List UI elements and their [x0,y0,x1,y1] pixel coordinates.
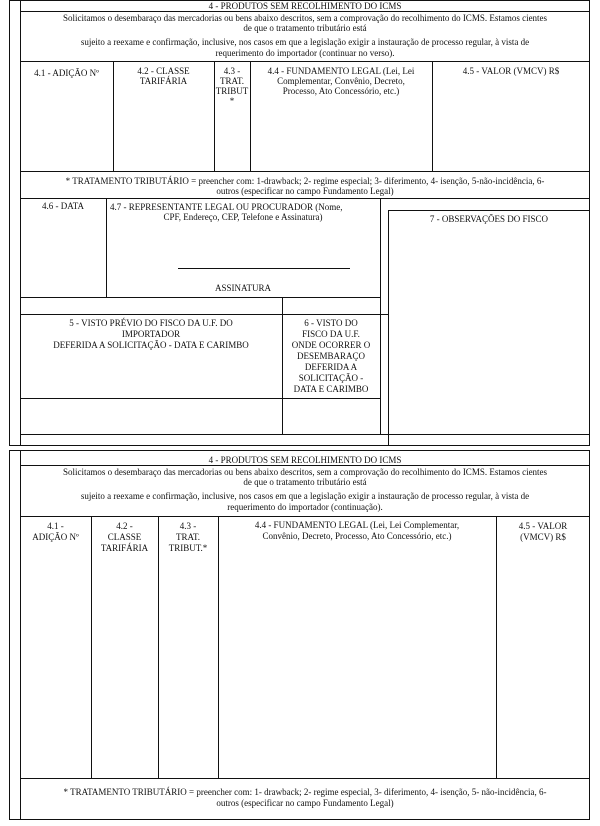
visto-previo-label-1: 5 - VISTO PRÉVIO DO FISCO DA U.F. DO [69,318,233,328]
tratamento-note-1: * TRATAMENTO TRIBUTÁRIO = preencher com: 1-drawback; 2- regime especial; 3- diferimento, 4- isenção, 5-não-incidência, 6- [65,176,545,186]
divider [20,516,590,517]
col-fundamento-label-2: Complementar, Convênio, Decreto, [277,76,405,86]
intro-line-1: Solicitamos o desembaraço das mercadorias ou bens abaixo descritos, sem a comprovação do recolhimento do ICMS. Estamos cientes [62,13,548,23]
col-trat-label-1: 4.3 - [223,66,241,76]
col-divider [91,516,92,778]
col-trat-label-2: TRAT. [175,532,201,542]
visto-uf-label-5: DEFERIDA A [304,362,358,372]
left-margin-line [20,0,21,446]
divider [20,171,590,172]
col-divider [158,516,159,778]
col-classe-label-1: 4.2 - CLASSE [137,66,190,76]
col-divider [388,210,389,446]
col-fundamento-label-1: 4.4 - FUNDAMENTO LEGAL (Lei, Lei [267,66,415,76]
col-valor-label-1: 4.5 - VALOR [518,521,568,531]
visto-uf-label-4: DESEMBARAÇO [296,351,365,361]
col-fundamento-label-3: Processo, Ato Concessório, etc.) [282,86,400,96]
visto-uf-label-7: DATA E CARIMBO [293,384,369,394]
divider [20,465,590,466]
divider [20,314,388,315]
representante-label-1: 4.7 - REPRESENTANTE LEGAL OU PROCURADOR (Nome, [110,202,343,212]
signature-line [178,268,350,269]
divider [388,210,590,211]
col-classe-label-2: CLASSE [107,532,142,542]
data-label: 4.6 - DATA [42,201,85,211]
col-trat-label-4: * [229,96,235,106]
representante-label-2: CPF, Endereço, CEP, Telefone e Assinatura) [163,212,323,222]
col-adicao-label-1: 4.1 - [47,521,64,531]
col-divider [218,516,219,778]
section-2-header: 4 - PRODUTOS SEM RECOLHIMENTO DO ICMS [208,455,402,465]
col-adicao-label: 4.1 - ADIÇÃO Nº [34,68,99,78]
intro-line-3: sujeito a reexame e confirmação, inclusive, nos casos em que a legislação exigir a instauração de processo regular, à vista de [80,37,530,47]
visto-uf-label-1: 6 - VISTO DO [304,318,358,328]
col-fundamento-label-1: 4.4 - FUNDAMENTO LEGAL (Lei, Lei Complementar, [254,520,460,530]
col-trat-label-2: TRAT. [219,76,245,86]
visto-uf-label-6: SOLICITAÇÃO - [298,373,364,383]
col-classe-label-1: 4.2 - [116,521,133,531]
visto-previo-label-2: IMPORTADOR [121,329,181,339]
col-fundamento-label-2: Convênio, Decreto, Processo, Ato Concessório, etc.) [262,531,452,541]
intro-line-4: requerimento do importador (continuar no verso). [215,48,395,58]
section-1-header: 4 - PRODUTOS SEM RECOLHIMENTO DO ICMS [208,1,402,11]
col-adicao-label-2: ADIÇÃO Nº [32,532,79,542]
divider [20,297,380,298]
divider [20,11,590,12]
col-trat-label-3: TRIBUT [215,86,249,96]
tratamento-note-2: outros (especificar no campo Fundamento Legal) [216,186,394,196]
intro-line-3: sujeito a reexame e confirmação, inclusive, nos casos em que a legislação exigir a instauração de processo regular, à vista de [80,491,530,501]
tratamento-note-2: outros (especificar no campo Fundamento Legal) [216,798,394,808]
intro-line-2: de que o tratamento tributário está [243,23,367,33]
tratamento-note-1: * TRATAMENTO TRIBUTÁRIO = preencher com: 1- drawback; 2- regime especial, 3- diferimento, 4- isenção, 5- não-incidência, 6- [63,787,547,797]
col-divider [380,198,381,434]
col-trat-label-1: 4.3 - [179,521,197,531]
col-classe-label-2: TARIFÁRIA [139,76,188,86]
col-divider [496,516,497,778]
col-divider [432,61,433,171]
intro-line-1: Solicitamos o desembaraço das mercadorias ou bens abaixo descritos, sem a comprovação do recolhimento do ICMS. Estamos cientes [62,467,548,477]
intro-line-4: requerimento do importador (continuação). [227,502,383,512]
intro-line-2: de que o tratamento tributário está [243,477,367,487]
visto-uf-label-2: FISCO DA U.F. [302,329,360,339]
visto-previo-label-3: DEFERIDA A SOLICITAÇÃO - DATA E CARIMBO [53,340,249,350]
assinatura-label: ASSINATURA [214,283,271,293]
divider [20,434,590,435]
divider [20,61,590,62]
divider [20,398,380,399]
col-valor-label-2: (VMCV) R$ [520,532,566,542]
divider [20,778,590,779]
col-trat-label-3: TRIBUT.* [168,543,208,553]
visto-uf-label-3: ONDE OCORRER O [291,340,371,350]
col-classe-label-3: TARIFÁRIA [100,543,149,553]
observacoes-label: 7 - OBSERVAÇÕES DO FISCO [429,214,549,224]
col-valor-label: 4.5 - VALOR (VMCV) R$ [462,66,560,76]
